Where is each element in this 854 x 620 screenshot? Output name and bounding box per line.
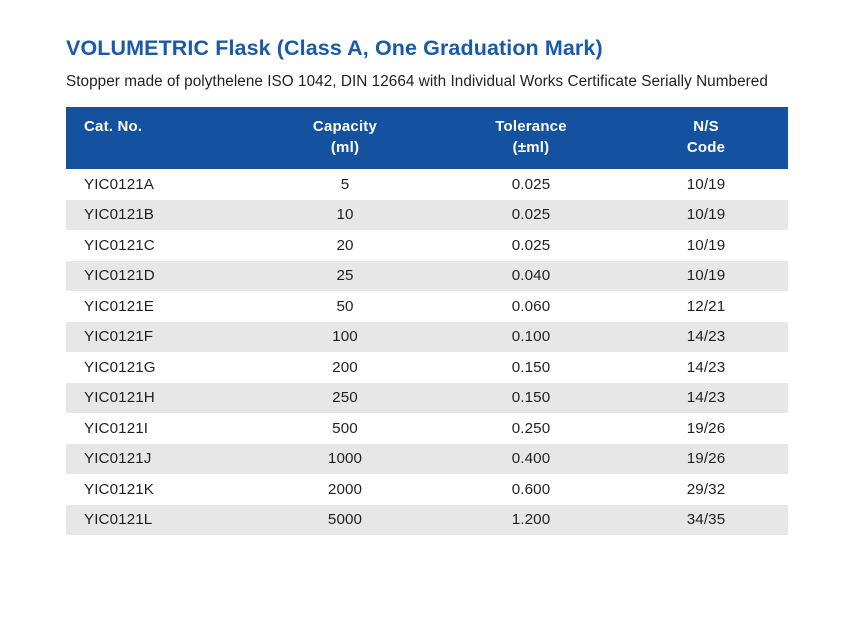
cell-cat-no: YIC0121H	[84, 389, 155, 407]
table-row	[66, 444, 788, 475]
cell-ns-code: 34/35	[686, 511, 726, 529]
cell-ns-code: 10/19	[686, 206, 726, 224]
table-row	[66, 322, 788, 353]
cell-cat-no: YIC0121D	[84, 267, 155, 285]
column-header-ns-code	[624, 107, 788, 170]
page-subtitle: Stopper made of polythelene ISO 1042, DIN 12664 with Individual Works Certificate Serially Numbered	[66, 72, 768, 90]
cell-cat-no: YIC0121C	[84, 236, 155, 254]
cell-capacity: 200	[332, 358, 358, 376]
cell-cat-no: YIC0121B	[84, 206, 155, 224]
cell-cat-no: YIC0121F	[84, 328, 154, 346]
table-row	[66, 413, 788, 444]
cell-tolerance: 0.100	[511, 328, 551, 346]
column-header-line1: Cat. No.	[84, 117, 143, 135]
column-header-line1: Capacity	[312, 117, 378, 135]
cell-tolerance: 0.025	[511, 175, 551, 193]
cell-tolerance: 0.025	[511, 236, 551, 254]
cell-ns-code: 10/19	[686, 267, 726, 285]
cell-cat-no: YIC0121K	[84, 480, 155, 498]
cell-ns-code: 14/23	[686, 389, 726, 407]
cell-cat-no: YIC0121J	[84, 450, 152, 468]
cell-cat-no: YIC0121I	[84, 419, 149, 437]
page-title: VOLUMETRIC Flask (Class A, One Graduation Mark)	[66, 36, 603, 60]
cell-ns-code: 10/19	[686, 236, 726, 254]
cell-tolerance: 0.600	[511, 480, 551, 498]
table-header	[66, 107, 788, 170]
cell-tolerance: 0.150	[511, 389, 551, 407]
cell-tolerance: 0.040	[511, 267, 551, 285]
specifications-table	[66, 107, 788, 536]
table-row	[66, 474, 788, 505]
cell-capacity: 50	[336, 297, 354, 315]
column-header-line2: Code	[686, 139, 726, 157]
cell-ns-code: 10/19	[686, 175, 726, 193]
table-row	[66, 261, 788, 292]
cell-cat-no: YIC0121A	[84, 175, 155, 193]
cell-capacity: 2000	[327, 480, 363, 498]
table-row	[66, 200, 788, 231]
cell-tolerance: 0.060	[511, 297, 551, 315]
column-header-tolerance	[438, 107, 624, 170]
cell-cat-no: YIC0121L	[84, 511, 153, 529]
cell-capacity: 10	[336, 206, 354, 224]
table-row	[66, 230, 788, 261]
table-row	[66, 383, 788, 414]
column-header-line1: Tolerance	[495, 117, 567, 135]
cell-cat-no: YIC0121G	[84, 358, 156, 376]
column-header-cat-no	[66, 107, 252, 170]
cell-ns-code: 12/21	[686, 297, 726, 315]
cell-capacity: 500	[332, 419, 358, 437]
cell-ns-code: 14/23	[686, 358, 726, 376]
cell-ns-code: 29/32	[686, 480, 726, 498]
table-row	[66, 352, 788, 383]
cell-tolerance: 1.200	[511, 511, 551, 529]
cell-capacity: 5	[340, 175, 350, 193]
cell-tolerance: 0.400	[511, 450, 551, 468]
table-row	[66, 505, 788, 536]
cell-capacity: 20	[336, 236, 354, 254]
cell-capacity: 250	[332, 389, 358, 407]
cell-cat-no: YIC0121E	[84, 297, 155, 315]
cell-tolerance: 0.250	[511, 419, 551, 437]
column-header-line1: N/S	[693, 117, 719, 135]
cell-ns-code: 19/26	[686, 450, 726, 468]
cell-tolerance: 0.025	[511, 206, 551, 224]
cell-capacity: 25	[336, 267, 354, 285]
table-row	[66, 291, 788, 322]
table-body	[66, 169, 788, 535]
table-header-row	[66, 107, 788, 170]
cell-capacity: 100	[332, 328, 358, 346]
cell-ns-code: 19/26	[686, 419, 726, 437]
cell-capacity: 1000	[327, 450, 363, 468]
column-header-capacity	[252, 107, 438, 170]
table-row	[66, 169, 788, 200]
cell-tolerance: 0.150	[511, 358, 551, 376]
column-header-line2: (±ml)	[512, 139, 550, 157]
cell-capacity: 5000	[327, 511, 363, 529]
column-header-line2: (ml)	[330, 139, 360, 157]
cell-ns-code: 14/23	[686, 328, 726, 346]
